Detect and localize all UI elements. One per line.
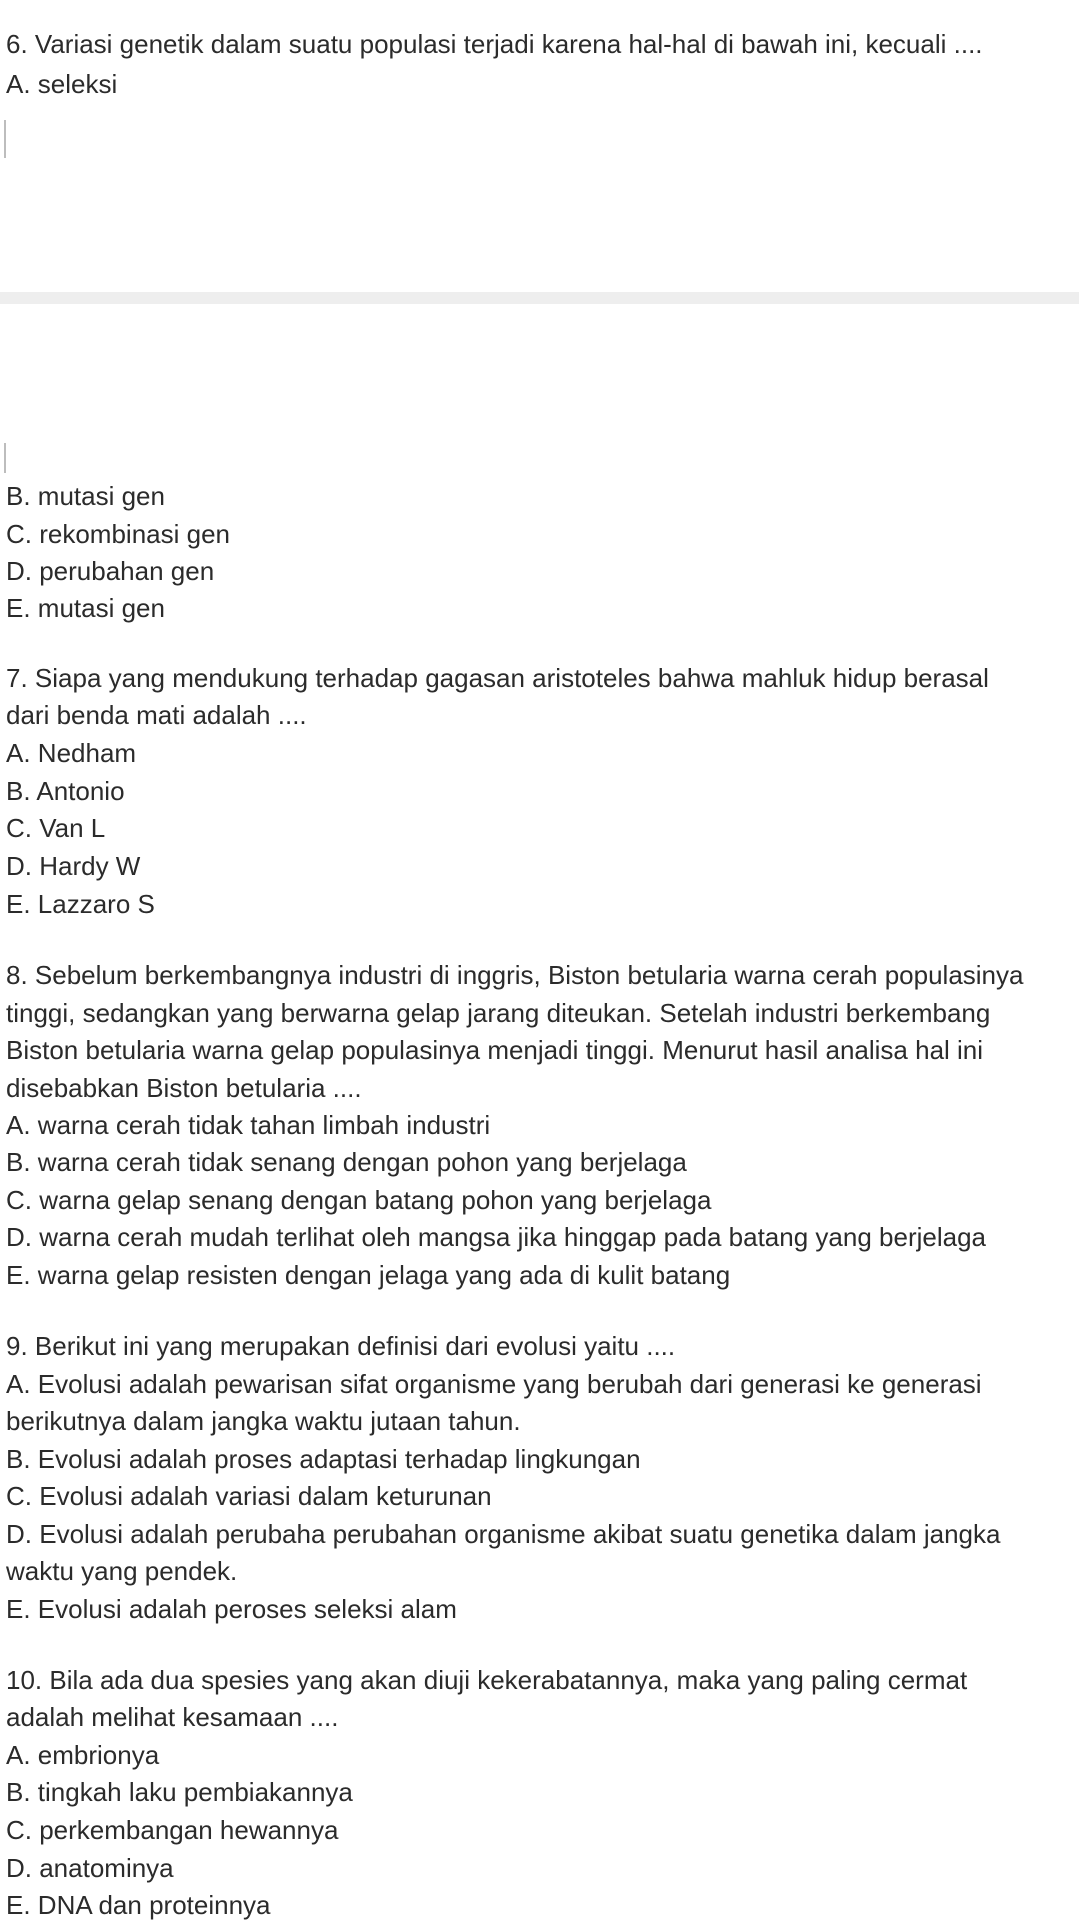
q9-option-a-line2: berikutnya dalam jangka waktu jutaan tahun.: [6, 1406, 521, 1436]
q7-question-line2: dari benda mati adalah ....: [6, 700, 307, 730]
q8-question-line4: disebabkan Biston betularia ....: [6, 1073, 362, 1103]
q7-option-b: B. Antonio: [6, 776, 125, 806]
q10-option-d: D. anatominya: [6, 1853, 174, 1883]
q10-question-line2: adalah melihat kesamaan ....: [6, 1702, 339, 1732]
q6-question: 6. Variasi genetik dalam suatu populasi terjadi karena hal-hal di bawah ini, kecuali ....: [6, 29, 983, 59]
q9-option-e: E. Evolusi adalah peroses seleksi alam: [6, 1594, 457, 1624]
q8-option-c: C. warna gelap senang dengan batang pohon yang berjelaga: [6, 1185, 712, 1215]
q8-option-b: B. warna cerah tidak senang dengan pohon yang berjelaga: [6, 1147, 687, 1177]
q9-option-d-line1: D. Evolusi adalah perubaha perubahan organisme akibat suatu genetika dalam jangka: [6, 1519, 1001, 1549]
q8-option-e: E. warna gelap resisten dengan jelaga yang ada di kulit batang: [6, 1260, 731, 1290]
q10-option-c: C. perkembangan hewannya: [6, 1815, 339, 1845]
q7-option-e: E. Lazzaro S: [6, 889, 155, 919]
text-cursor: [4, 443, 6, 473]
q9-option-c: C. Evolusi adalah variasi dalam keturunan: [6, 1481, 492, 1511]
q6-option-e: E. mutasi gen: [6, 593, 165, 623]
q8-option-d: D. warna cerah mudah terlihat oleh mangsa jika hinggap pada batang yang berjelaga: [6, 1222, 986, 1252]
q9-option-d-line2: waktu yang pendek.: [6, 1556, 238, 1586]
q6-option-d: D. perubahan gen: [6, 556, 215, 586]
q9-option-a-line1: A. Evolusi adalah pewarisan sifat organisme yang berubah dari generasi ke generasi: [6, 1369, 982, 1399]
q8-option-a: A. warna cerah tidak tahan limbah industri: [6, 1110, 491, 1140]
q6-option-c: C. rekombinasi gen: [6, 519, 230, 549]
q6-option-b: B. mutasi gen: [6, 481, 165, 511]
page-break-divider: [0, 292, 1079, 304]
q8-question-line2: tinggi, sedangkan yang berwarna gelap jarang diteukan. Setelah industri berkembang: [6, 998, 991, 1028]
q8-question-line1: 8. Sebelum berkembangnya industri di inggris, Biston betularia warna cerah populasinya: [6, 960, 1024, 990]
q9-option-b: B. Evolusi adalah proses adaptasi terhadap lingkungan: [6, 1444, 641, 1474]
q7-question-line1: 7. Siapa yang mendukung terhadap gagasan aristoteles bahwa mahluk hidup berasal: [6, 663, 989, 693]
q10-option-b: B. tingkah laku pembiakannya: [6, 1777, 353, 1807]
q7-option-d: D. Hardy W: [6, 851, 141, 881]
q7-option-a: A. Nedham: [6, 738, 137, 768]
q10-question-line1: 10. Bila ada dua spesies yang akan diuji kekerabatannya, maka yang paling cermat: [6, 1665, 968, 1695]
q8-question-line3: Biston betularia warna gelap populasinya menjadi tinggi. Menurut hasil analisa hal ini: [6, 1035, 984, 1065]
q9-question: 9. Berikut ini yang merupakan definisi dari evolusi yaitu ....: [6, 1331, 676, 1361]
q10-option-a: A. embrionya: [6, 1740, 160, 1770]
q10-option-e: E. DNA dan proteinnya: [6, 1890, 271, 1920]
text-cursor: [4, 120, 6, 158]
q6-option-a: A. seleksi: [6, 69, 118, 99]
q7-option-c: C. Van L: [6, 813, 106, 843]
